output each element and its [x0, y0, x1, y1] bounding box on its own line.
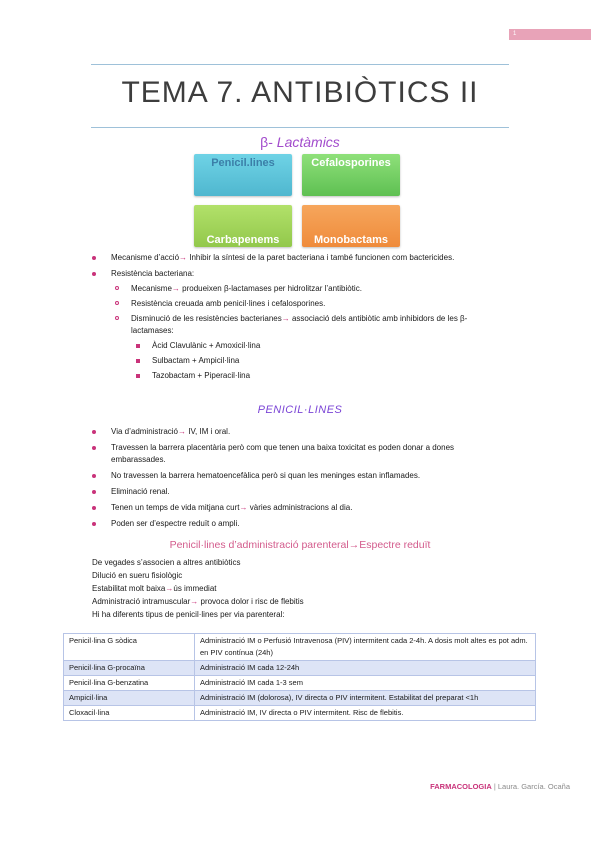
list-item: Estabilitat molt baixa→ús immediat — [92, 584, 217, 593]
group-label: Cefalosporines — [311, 157, 391, 169]
list-item: Administració intramuscular→ provoca dolor i risc de flebitis — [92, 597, 304, 606]
footer-brand: FARMACOLOGIA — [430, 782, 492, 791]
group-label: Penicil.lines — [211, 157, 275, 169]
table-row — [64, 661, 536, 676]
subtitle-text: Lactàmics — [276, 134, 340, 150]
list-item: Àcid Clavulànic + Amoxicil·lina — [0, 340, 452, 352]
list-item: Tazobactam + Piperacil·lina — [0, 370, 452, 382]
list-item: Resistència bacteriana: — [0, 268, 471, 280]
group-label: Monobactams — [314, 234, 388, 246]
footer-author: Laura. García. Ocaña — [497, 782, 570, 791]
table-row — [64, 676, 536, 691]
table-cell-name: Cloxacil·lina — [64, 706, 195, 721]
list-item: Mecanisme d’acció→ Inhibir la síntesi de la paret bacteriana i també funcionen com bactericides. — [0, 252, 471, 264]
list-item: Poden ser d’espectre reduït o ampli. — [0, 518, 471, 530]
table-row — [64, 691, 536, 706]
parenteral-lines — [92, 556, 304, 621]
table-cell-desc: Administració IM cada 12-24h — [195, 661, 536, 676]
list-item: De vegades s’associen a altres antibiòtics — [92, 558, 241, 567]
page-footer — [430, 782, 570, 791]
table-cell-name: Penicil·lina G sòdica — [64, 634, 195, 661]
table-cell-desc: Administració IM o Perfusió Intravenosa (PIV) intermitent cada 2-4h. A dosis molt altes es pot adm. en PIV contínua (24h) — [195, 634, 536, 661]
list-item: Tenen un temps de vida mitjana curt→ vàries administracions al dia. — [0, 502, 471, 514]
table-cell-name: Penicil·lina G-benzatina — [64, 676, 195, 691]
group-box-cephalosporins — [302, 154, 400, 196]
parenteral-heading: Penicil·lines d’administració parenteral→Espectre reduït — [169, 539, 431, 551]
page-number: 1 — [509, 29, 591, 40]
intro-bullet-list — [0, 252, 491, 382]
page-title: TEMA 7. ANTIBIÒTICS II — [121, 76, 479, 109]
list-item: Eliminació renal. — [0, 486, 471, 498]
list-item: Travessen la barrera placentària però com que tenen una baixa toxicitat es poden donar a dones embarassades. — [0, 442, 471, 466]
penicillins-heading: PENICIL·LINES — [257, 404, 343, 416]
title-bottom-rule — [91, 127, 509, 128]
table-row — [64, 706, 536, 721]
table-cell-name: Penicil·lina G-procaïna — [64, 661, 195, 676]
title-top-rule — [91, 64, 509, 65]
table-row — [64, 634, 536, 661]
table-cell-desc: Administració IM (dolorosa), IV directa o PIV intermitent. Estabilitat del preparat <1h — [195, 691, 536, 706]
group-label: Carbapenems — [206, 234, 280, 246]
list-item: Mecanisme→ produeixen β-lactamases per hidrolitzar l’antibiòtic. — [0, 283, 491, 295]
list-item: Hi ha diferents tipus de penicil·lines per via parenteral: — [92, 610, 285, 619]
footer-separator: | — [491, 782, 498, 791]
list-item: Disminució de les resistències bacterianes→ associació dels antibiòtic amb inhibidors de les β-lactamases: — [0, 313, 491, 337]
penicillins-bullet-list — [0, 426, 471, 530]
subtitle-prefix: β- — [260, 134, 273, 150]
group-box-monobactams — [302, 205, 400, 247]
table-cell-desc: Administració IM cada 1-3 sem — [195, 676, 536, 691]
list-item: Dilució en sueru fisiològic — [92, 571, 183, 580]
list-item: No travessen la barrera hematoencefàlica però si quan les meninges estan inflamades. — [0, 470, 471, 482]
list-item: Via d’administració→ IV, IM i oral. — [0, 426, 471, 438]
section-subtitle — [91, 134, 509, 150]
group-box-carbapenems — [194, 205, 292, 247]
table-cell-desc: Administració IM, IV directa o PIV intermitent. Risc de flebitis. — [195, 706, 536, 721]
group-box-penicillins — [194, 154, 292, 196]
penicillin-table — [63, 633, 536, 721]
list-item: Resistència creuada amb penicil·lines i cefalosporines. — [0, 298, 491, 310]
list-item: Sulbactam + Ampicil·lina — [0, 355, 452, 367]
table-cell-name: Ampicil·lina — [64, 691, 195, 706]
